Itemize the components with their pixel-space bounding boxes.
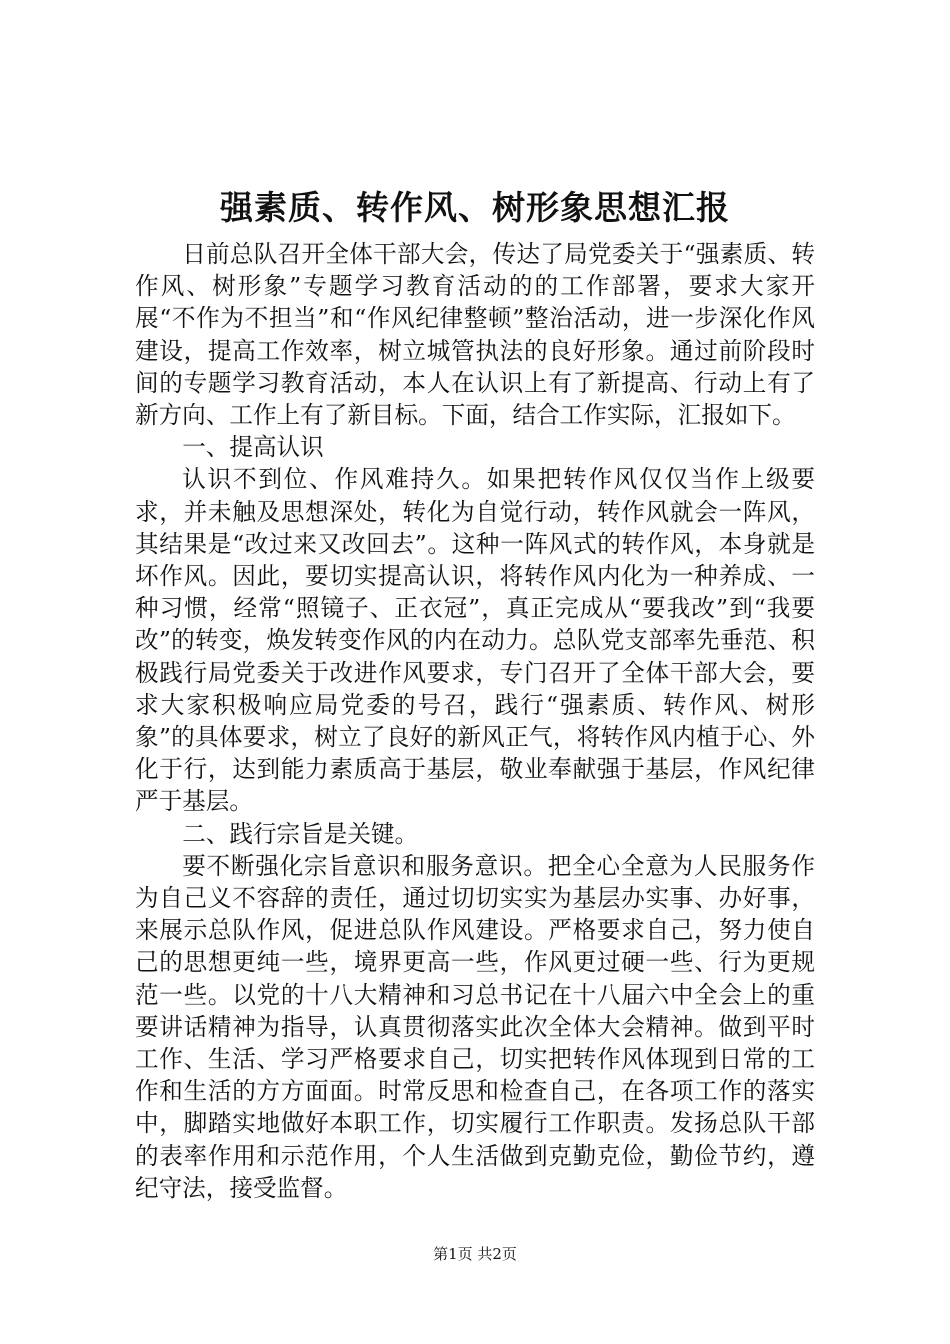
document-title: 强素质、转作风、树形象思想汇报 [220,188,730,227]
page-number-footer: 第1页 共2页 [433,1245,517,1263]
section-heading-1: 一、提高认识 [182,433,324,462]
document-body [135,238,815,1204]
section-2-paragraph: 要不断强化宗旨意识和服务意识。把全心全意为人民服务作为自己义不容辞的责任，通过切切实实为基层办实事、办好事，来展示总队作风，促进总队作风建设。严格要求自己，努力使自己的思想更纯一些，境界更高一些，作风更过硬一些、行为更规范一些。以党的十八大精神和习总书记在十八届六中全会上的重要讲话精神为指导，认真贯彻落实此次全体大会精神。做到平时工作、生活、学习严格要求自己，切实把转作风体现到日常的工作和生活的方方面面。时常反思和检查自己，在各项工作的落实中，脚踏实地做好本职工作，切实履行工作职责。发扬总队干部的表率作用和示范作用，个人生活做到克勤克俭，勤俭节约，遵纪守法，接受监督。 [135,851,815,1202]
section-1-paragraph: 认识不到位、作风难持久。如果把转作风仅仅当作上级要求，并未触及思想深处，转化为自觉行动，转作风就会一阵风，其结果是“改过来又改回去”。这种一阵风式的转作风，本身就是坏作风。因此，要切实提高认识，将转作风内化为一种养成、一种习惯，经常“照镜子、正衣冠”，真正完成从“要我改”到“我要改”的转变，焕发转变作风的内在动力。总队党支部率先垂范、积极践行局党委关于改进作风要求，专门召开了全体干部大会，要求大家积极响应局党委的号召，践行“强素质、转作风、树形象”的具体要求，树立了良好的新风正气，将转作风内植于心、外化于行，达到能力素质高于基层，敬业奉献强于基层，作风纪律严于基层。 [135,465,815,816]
section-heading-2: 二、践行宗旨是关键。 [182,819,419,848]
intro-paragraph: 日前总队召开全体干部大会，传达了局党委关于“强素质、转作风、树形象”专题学习教育活动的的工作部署，要求大家开展“不作为不担当”和“作风纪律整顿”整治活动，进一步深化作风建设，提高工作效率，树立城管执法的良好形象。通过前阶段时间的专题学习教育活动，本人在认识上有了新提高、行动上有了新方向、工作上有了新目标。下面，结合工作实际，汇报如下。 [135,240,815,430]
